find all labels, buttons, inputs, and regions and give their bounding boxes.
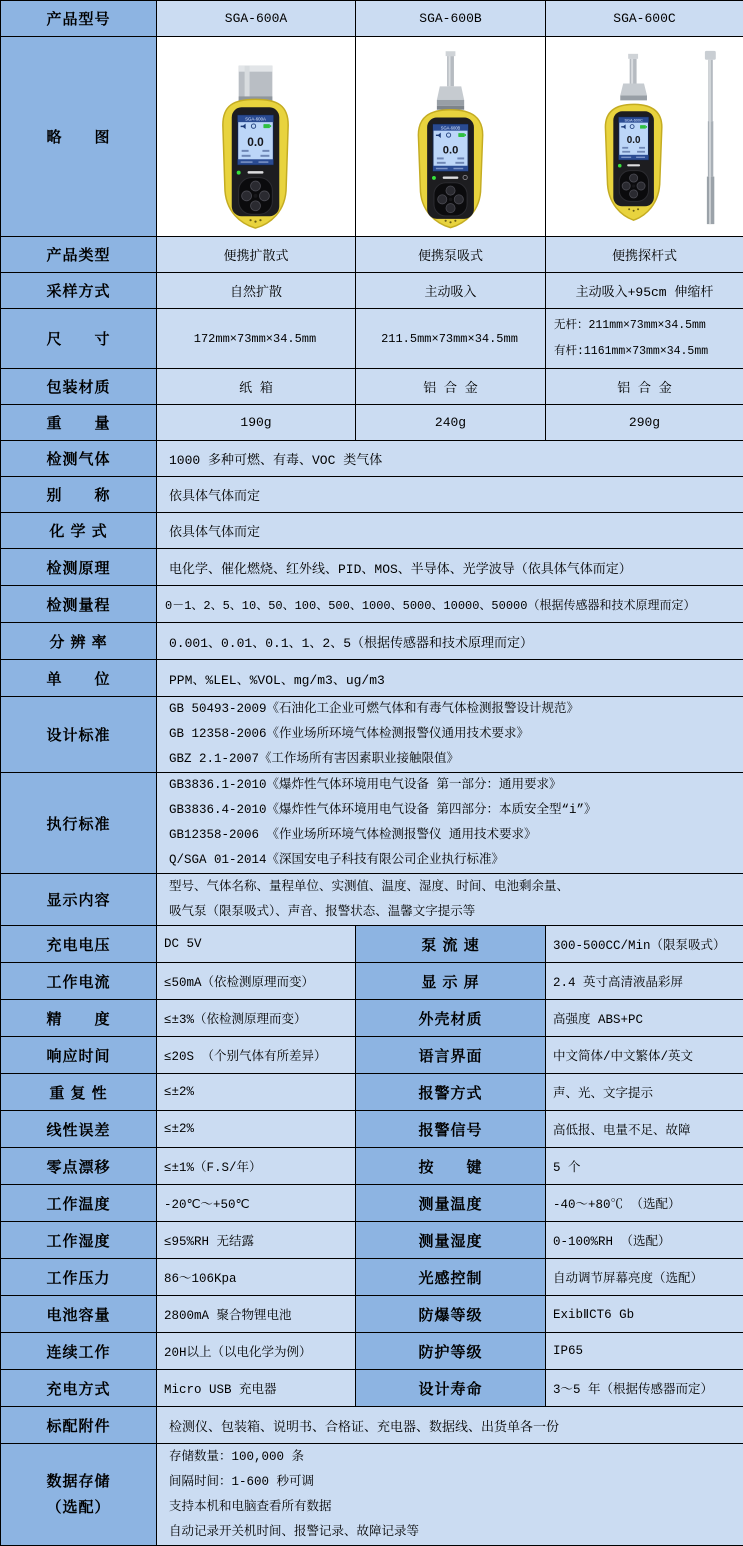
- sketch-cell-c: [546, 37, 743, 237]
- row-label: 单 位: [1, 660, 157, 697]
- row-label: 设计标准: [1, 697, 157, 773]
- table-row-model: [1, 1, 743, 37]
- spec-value: 2.4 英寸高清液晶彩屏: [546, 963, 743, 1000]
- table-row: [1, 586, 743, 623]
- spec-value: 2800mA 聚合物锂电池: [157, 1296, 356, 1333]
- table-row: [1, 369, 743, 405]
- table-row: [1, 1222, 743, 1259]
- table-row: [1, 1259, 743, 1296]
- row-label: 执行标准: [1, 773, 157, 874]
- row-label-model: 产品型号: [1, 1, 157, 37]
- spec-value: 0－1、2、5、10、50、100、500、1000、5000、10000、50000（根据传感器和技术原理而定）: [157, 586, 743, 623]
- row-label: 电池容量: [1, 1296, 157, 1333]
- row-label: 检测气体: [1, 441, 157, 477]
- spec-value: -20℃～+50℃: [157, 1185, 356, 1222]
- row-label: 测量温度: [356, 1185, 546, 1222]
- gas-reading: 0.0: [626, 134, 640, 145]
- row-label: 泵 流 速: [356, 926, 546, 963]
- lcd-screen: [618, 117, 648, 160]
- row-label: 按 键: [356, 1148, 546, 1185]
- row-label: 零点漂移: [1, 1148, 157, 1185]
- spec-value: 便携泵吸式: [356, 237, 546, 273]
- table-row-exec-standards: [1, 773, 743, 874]
- table-row: [1, 623, 743, 660]
- led-indicator: [236, 170, 240, 174]
- row-label: 设计寿命: [356, 1370, 546, 1407]
- row-label: 显 示 屏: [356, 963, 546, 1000]
- table-row: [1, 1000, 743, 1037]
- model-a: SGA-600A: [157, 1, 356, 37]
- row-label: 检测量程: [1, 586, 157, 623]
- spec-value: 0-100%RH （选配）: [546, 1222, 743, 1259]
- spec-value: 86～106Kpa: [157, 1259, 356, 1296]
- spec-value: 240g: [356, 405, 546, 441]
- spec-value: 自动调节屏幕亮度（选配）: [546, 1259, 743, 1296]
- spec-value: ≤20S （个别气体有所差异）: [157, 1037, 356, 1074]
- row-label: 重 量: [1, 405, 157, 441]
- table-row: [1, 1370, 743, 1407]
- brand-mark: [627, 164, 640, 166]
- spec-value: 290g: [546, 405, 743, 441]
- row-label: 报警方式: [356, 1074, 546, 1111]
- keypad: [434, 182, 467, 215]
- spec-value: ≤±3%（依检测原理而变）: [157, 1000, 356, 1037]
- row-label: 化 学 式: [1, 513, 157, 549]
- spec-value: 3～5 年（根据传感器而定）: [546, 1370, 743, 1407]
- table-row: [1, 1148, 743, 1185]
- gas-reading: 0.0: [443, 144, 459, 156]
- row-label: 重 复 性: [1, 1074, 157, 1111]
- model-c: SGA-600C: [546, 1, 743, 37]
- row-label-sketch: 略 图: [1, 37, 157, 237]
- spec-value: ≤±2%: [157, 1111, 356, 1148]
- spec-value: 211.5mm×73mm×34.5mm: [356, 309, 546, 369]
- probe-tube-icon: [437, 51, 464, 109]
- row-label: 连续工作: [1, 1333, 157, 1370]
- table-row: [1, 273, 743, 309]
- spec-value: 高低报、电量不足、故障: [546, 1111, 743, 1148]
- row-label: 测量湿度: [356, 1222, 546, 1259]
- sensor-cap-icon: [238, 65, 272, 101]
- row-label: 工作温度: [1, 1185, 157, 1222]
- row-label: 防护等级: [356, 1333, 546, 1370]
- row-label: 标配附件: [1, 1407, 157, 1444]
- spec-value: 300-500CC/Min（限泵吸式）: [546, 926, 743, 963]
- spec-value: 依具体气体而定: [157, 477, 743, 513]
- spec-value: 铝 合 金: [356, 369, 546, 405]
- table-row: [1, 926, 743, 963]
- screen-model-text: SGA-600B: [441, 125, 461, 130]
- spec-value: 便携扩散式: [157, 237, 356, 273]
- table-row: [1, 1185, 743, 1222]
- screen-model-text: SGA-600A: [245, 116, 266, 121]
- table-row: [1, 1074, 743, 1111]
- table-row-sketch: [1, 37, 743, 237]
- spec-value: Micro USB 充电器: [157, 1370, 356, 1407]
- row-label: 检测原理: [1, 549, 157, 586]
- led-indicator: [432, 175, 436, 179]
- spec-value: ExibⅡCT6 Gb: [546, 1296, 743, 1333]
- spec-value: 纸 箱: [157, 369, 356, 405]
- table-row-accessories: [1, 1407, 743, 1444]
- keypad: [238, 177, 272, 214]
- table-row: [1, 1037, 743, 1074]
- spec-value: 1000 多种可燃、有毒、VOC 类气体: [157, 441, 743, 477]
- spec-value: PPM、%LEL、%VOL、mg/m3、ug/m3: [157, 660, 743, 697]
- row-label: 分 辨 率: [1, 623, 157, 660]
- spec-value: 中文简体/中文繁体/英文: [546, 1037, 743, 1074]
- row-label: 外壳材质: [356, 1000, 546, 1037]
- spec-value: 无杆：211mm×73mm×34.5mm 有杆:1161mm×73mm×34.5mm: [546, 309, 743, 369]
- table-row: [1, 1296, 743, 1333]
- spec-value: 172mm×73mm×34.5mm: [157, 309, 356, 369]
- row-label: 精 度: [1, 1000, 157, 1037]
- spec-value: 自然扩散: [157, 273, 356, 309]
- spec-value: 电化学、催化燃烧、红外线、PID、MOS、半导体、光学波导（依具体气体而定）: [157, 549, 743, 586]
- spec-value: ≤±1%（F.S/年）: [157, 1148, 356, 1185]
- row-label: 工作压力: [1, 1259, 157, 1296]
- device-c-illustration: [547, 38, 743, 236]
- spec-value: 声、光、文字提示: [546, 1074, 743, 1111]
- spec-value: DC 5V: [157, 926, 356, 963]
- row-label: 充电方式: [1, 1370, 157, 1407]
- device-a-illustration: [158, 38, 355, 236]
- spec-value: 主动吸入+95cm 伸缩杆: [546, 273, 743, 309]
- sketch-cell-b: [356, 37, 546, 237]
- row-label: 充电电压: [1, 926, 157, 963]
- row-label: 光感控制: [356, 1259, 546, 1296]
- spec-value: GB 50493-2009《石油化工企业可燃气体和有毒气体检测报警设计规范》 GB 12358-2006《作业场所环境气体检测报警仪通用技术要求》 GBZ 2.1-2007《工作场所有害因素职业接触限值》: [157, 697, 743, 773]
- row-label: 响应时间: [1, 1037, 157, 1074]
- table-row: [1, 513, 743, 549]
- table-row: [1, 660, 743, 697]
- table-row: [1, 237, 743, 273]
- brand-mark: [443, 176, 459, 178]
- probe-tube-icon: [620, 53, 647, 100]
- row-label: 数据存储 （选配）: [1, 1444, 157, 1546]
- spec-value: ≤95%RH 无结露: [157, 1222, 356, 1259]
- spec-value: ≤±2%: [157, 1074, 356, 1111]
- spec-value: 存储数量：100,000 条 间隔时间：1-600 秒可调 支持本机和电脑查看所有数据 自动记录开关机时间、报警记录、故障记录等: [157, 1444, 743, 1546]
- row-label: 别 称: [1, 477, 157, 513]
- spec-value: 0.001、0.01、0.1、1、2、5（根据传感器和技术原理而定）: [157, 623, 743, 660]
- spec-value: -40～+80℃ （选配）: [546, 1185, 743, 1222]
- brand-mark: [247, 171, 263, 173]
- spec-value: IP65: [546, 1333, 743, 1370]
- keypad: [619, 170, 648, 201]
- table-row: [1, 549, 743, 586]
- table-row: [1, 1333, 743, 1370]
- spec-value: 检测仪、包装箱、说明书、合格证、充电器、数据线、出货单各一份: [157, 1407, 743, 1444]
- screen-model-text: SGA-600C: [624, 118, 642, 122]
- spec-value: 型号、气体名称、量程单位、实测值、温度、湿度、时间、电池剩余量、 吸气泵（限泵吸式）、声音、报警状态、温馨文字提示等: [157, 874, 743, 926]
- telescopic-probe-icon: [704, 50, 715, 223]
- sketch-cell-a: [157, 37, 356, 237]
- row-label: 线性误差: [1, 1111, 157, 1148]
- table-row-design-standards: [1, 697, 743, 773]
- table-row: [1, 963, 743, 1000]
- led-indicator: [617, 163, 621, 167]
- row-label: 产品类型: [1, 237, 157, 273]
- table-row: [1, 1111, 743, 1148]
- row-label: 防爆等级: [356, 1296, 546, 1333]
- table-row-data-storage: [1, 1444, 743, 1546]
- spec-value: 20H以上（以电化学为例）: [157, 1333, 356, 1370]
- table-row-display-content: [1, 874, 743, 926]
- row-label: 包装材质: [1, 369, 157, 405]
- row-label: 语言界面: [356, 1037, 546, 1074]
- spec-value: GB3836.1-2010《爆炸性气体环境用电气设备 第一部分：通用要求》 GB3836.4-2010《爆炸性气体环境用电气设备 第四部分：本质安全型“i”》 GB12358-2006 《作业场所环境气体检测报警仪 通用技术要求》 Q/SGA 01-2014《深国安电子科技有限公司企业执行标准》: [157, 773, 743, 874]
- spec-value: 铝 合 金: [546, 369, 743, 405]
- row-label: 采样方式: [1, 273, 157, 309]
- device-b-illustration: [356, 38, 546, 236]
- spec-value: 高强度 ABS+PC: [546, 1000, 743, 1037]
- spec-value: ≤50mA（依检测原理而变）: [157, 963, 356, 1000]
- row-label: 工作湿度: [1, 1222, 157, 1259]
- table-row: [1, 405, 743, 441]
- spec-value: 5 个: [546, 1148, 743, 1185]
- table-row: [1, 441, 743, 477]
- spec-value: 主动吸入: [356, 273, 546, 309]
- row-label: 尺 寸: [1, 309, 157, 369]
- table-row: [1, 477, 743, 513]
- spec-value: 依具体气体而定: [157, 513, 743, 549]
- gas-reading: 0.0: [247, 134, 264, 148]
- table-row: [1, 309, 743, 369]
- lcd-screen: [237, 115, 273, 165]
- lcd-screen: [433, 124, 468, 171]
- row-label: 显示内容: [1, 874, 157, 926]
- spec-value: 便携探杆式: [546, 237, 743, 273]
- row-label: 报警信号: [356, 1111, 546, 1148]
- spec-value: 190g: [157, 405, 356, 441]
- model-b: SGA-600B: [356, 1, 546, 37]
- row-label: 工作电流: [1, 963, 157, 1000]
